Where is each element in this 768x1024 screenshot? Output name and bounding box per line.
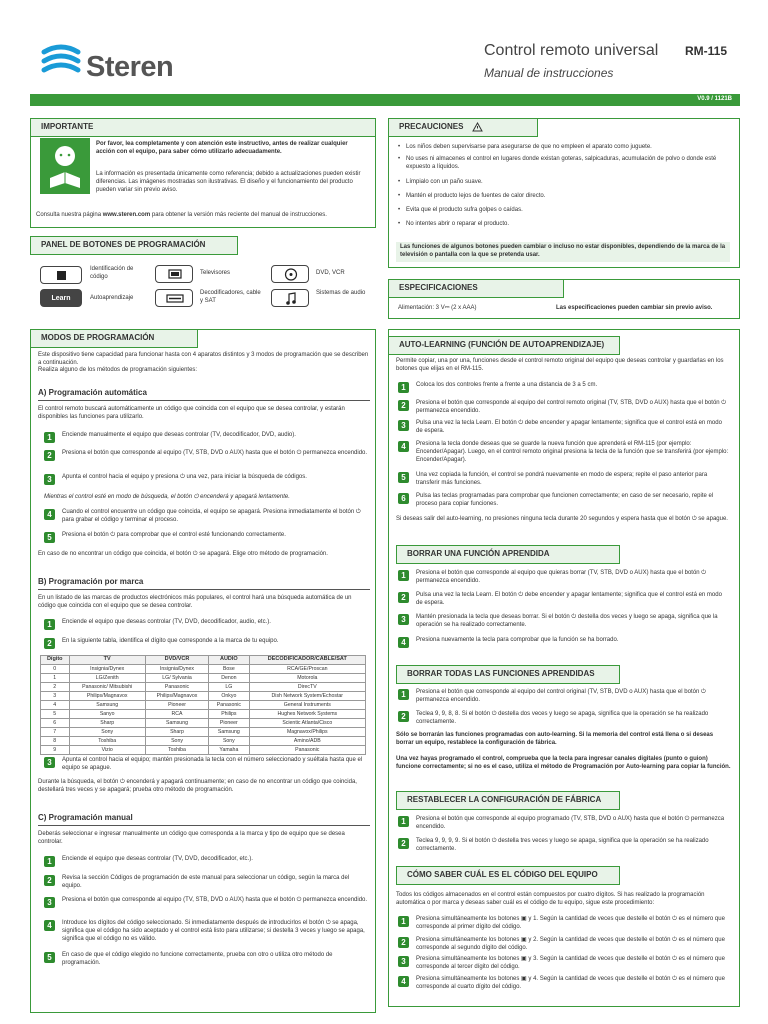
step-text: Presiona el botón que corresponde al equipo del control remoto original (TV, STB, DVD o AUX) hasta que el botón ⏻ permanezca encendido. (416, 400, 727, 414)
section-a-note: Mientras el control esté en modo de búsqueda, el botón ⏻ encenderá y apagará lentamente. (44, 494, 290, 500)
step-number: 5 (44, 952, 55, 963)
header-bar (30, 94, 740, 106)
step-number: 6 (398, 493, 409, 504)
table-cell: 8 (41, 737, 70, 746)
bt-step-2 (398, 711, 730, 727)
importante-footer (36, 212, 372, 220)
step-text: Presiona simultáneamente los botones ▣ y 1. Según la cantidad de veces que destelle el botón ⏻ es el número que corresponde al primer dígito del código. (416, 916, 725, 930)
table-header-cell: Dígito (41, 656, 70, 665)
step-text: En caso de que el código elegido no funcione correctamente, prueba con otro o utiliza otro método de programación. (62, 952, 333, 966)
al-step-2 (398, 400, 730, 416)
al-step-3 (398, 420, 730, 436)
step-text: Presiona el botón que corresponde al equipo (TV, STB, DVD o AUX) hasta que el botón ⏻ permanezca encendido. (62, 897, 368, 903)
step-number: 1 (398, 689, 409, 700)
divider (38, 400, 370, 401)
table-cell: Scientic Atlanta/Cisco (249, 719, 365, 728)
table-cell: 5 (41, 710, 70, 719)
music-note-icon (286, 292, 296, 306)
set-top-box-icon (166, 294, 184, 303)
version-label: V0.9 / 1121B (697, 96, 732, 102)
cs-step-4 (398, 976, 730, 992)
table-cell: Sony (209, 737, 249, 746)
step-text: Presiona el botón ⏻ para comprobar que el control esté funcionando correctamente. (62, 532, 286, 538)
step-number: 4 (398, 637, 409, 648)
section-a-text: El control remoto buscará automáticamente un código que coincida con el equipo que se desea controlar, y estarán disponibles las funciones para utilizarlo. (38, 406, 345, 420)
importante-bold-text: Por favor, lea completamente y con atención este instructivo, antes de realizar cualquier acción con el equipo, para saber cómo utilizarlo adecuadamente. (96, 141, 348, 155)
al-step-5 (398, 472, 730, 488)
step-number: 1 (398, 916, 409, 927)
c-step-5 (44, 952, 370, 968)
table-cell: Amino/ADB (249, 737, 365, 746)
step-number: 2 (44, 450, 55, 461)
document-subtitle: Manual de instrucciones (484, 66, 614, 80)
step-text: Coloca los dos controles frente a frente a una distancia de 3 a 5 cm. (416, 382, 598, 388)
step-text: Mantén presionada la tecla que deseas borrar. Si el botón ⏻ destella dos veces y luego se apaga, significa que la operación se ha realizado correctamente. (416, 614, 718, 628)
tv-key (155, 265, 193, 283)
step-number: 3 (44, 757, 55, 768)
step-text: Apunta el control hacia el equipo y presiona ⏻ una vez, para iniciar la búsqueda de códigos. (62, 474, 307, 480)
modos-intro: Este dispositivo tiene capacidad para funcionar hasta con 4 aparatos distintos y 3 modos de programación que se describen a continuación. (38, 352, 369, 366)
panel-label-code-id: Identificación de código (90, 266, 134, 280)
step-number: 3 (398, 956, 409, 967)
step-number: 4 (44, 920, 55, 931)
borrar-todas-note2: Una vez hayas programado el control, comprueba que la tecla para ingresar canales digitales (punto o guion) funcione correctamente; si no es el caso, utiliza el método de Programación por Auto-learning para copiar la función. (396, 756, 731, 770)
table-cell: 3 (41, 692, 70, 701)
c-step-1 (44, 856, 370, 868)
precauciones-title: PRECAUCIONES (399, 122, 464, 132)
rf-step-1 (398, 816, 730, 832)
a-step-2 (44, 450, 370, 462)
table-cell: 7 (41, 728, 70, 737)
table-cell: Panasonic/ Mitsubishi (69, 683, 145, 692)
panel-label-tv: Televisores (200, 270, 231, 276)
table-row (41, 728, 366, 737)
table-header-cell: AUDIO (209, 656, 249, 665)
c-step-4 (44, 920, 370, 944)
section-b-text: En un listado de las marcas de productos electrónicos más populares, el control hará una búsqueda automática de un código que coincida con el equipo que se desea controlar. (38, 595, 352, 609)
rf-step-2 (398, 838, 730, 854)
modos-heading: MODOS DE PROGRAMACIÓN (30, 329, 198, 348)
auto-learning-intro: Permite copiar, una por una, funciones desde el control remoto original del equipo que deseas controlar y guardarlas en los botones que elijas en el RM-115. (396, 358, 724, 372)
bt-step-1 (398, 689, 730, 705)
table-cell: 9 (41, 746, 70, 755)
table-cell: Samsung (69, 701, 145, 710)
table-row (41, 665, 366, 674)
table-cell: Panasonic (145, 683, 208, 692)
table-cell: Sharp (69, 719, 145, 728)
step-number: 1 (44, 432, 55, 443)
table-row (41, 746, 366, 755)
c-step-3 (44, 897, 370, 909)
step-number: 3 (44, 897, 55, 908)
step-number: 2 (44, 875, 55, 886)
table-row (41, 701, 366, 710)
c-step-2 (44, 875, 370, 891)
al-step-1 (398, 382, 730, 394)
cs-step-3 (398, 956, 730, 972)
table-cell: Samsung (145, 719, 208, 728)
panel-heading: PANEL DE BOTONES DE PROGRAMACIÓN (30, 236, 238, 255)
disc-icon (284, 268, 298, 281)
step-text: Pulsa las teclas programadas para comprobar que funcionen correctamente; en caso de ser necesario, repite el proceso para copiar funciones. (416, 493, 714, 507)
brand-table (40, 655, 366, 755)
borrar-funcion-heading: BORRAR UNA FUNCIÓN APRENDIDA (396, 545, 620, 564)
code-id-key (40, 266, 82, 284)
table-row (41, 683, 366, 692)
table-cell: Toshiba (69, 737, 145, 746)
table-cell: General Instruments (249, 701, 365, 710)
steren-logo-icon (40, 44, 82, 78)
stop-square-icon (57, 271, 66, 280)
step-number: 2 (398, 838, 409, 849)
stb-key (155, 289, 193, 307)
step-text: Presiona el botón que corresponde al equipo que quieras borrar (TV, STB, DVD o AUX) hasta que el botón ⏻ permanezca encendido. (416, 570, 707, 584)
table-cell: Sony (69, 728, 145, 737)
step-number: 3 (398, 420, 409, 431)
table-cell: Bose (209, 665, 249, 674)
step-number: 1 (398, 382, 409, 393)
table-cell: Motorola (249, 674, 365, 683)
step-text: Presiona simultáneamente los botones ▣ y 4. Según la cantidad de veces que destelle el botón ⏻ es el número que corresponde al cuarto dígito del código. (416, 976, 725, 990)
al-step-4 (398, 441, 730, 465)
table-cell: Philips/Magnavox (69, 692, 145, 701)
section-c-text: Deberás seleccionar e ingresar manualmente un código que corresponda a la marca y tipo de equipo que se desea controlar. (38, 831, 345, 845)
step-number: 5 (398, 472, 409, 483)
step-text: Una vez copiada la función, el control se pondrá nuevamente en modo de espera; repite el paso anterior para transferir más funciones. (416, 472, 708, 486)
table-cell: Philips/Magnavox (145, 692, 208, 701)
table-cell: Vizio (69, 746, 145, 755)
panel-label-audio: Sistemas de audio (316, 290, 366, 296)
section-a-footer: En caso de no encontrar un código que coincida, el botón ⏻ se apagará. Elige otro método de programación. (38, 551, 328, 557)
table-row (41, 737, 366, 746)
table-cell: Yamaha (209, 746, 249, 755)
step-number: 2 (398, 400, 409, 411)
panel-label-stb: Decodificadores, cable y SAT (200, 290, 261, 304)
step-text: Enciende el equipo que deseas controlar (TV, DVD, decodificador, audio, etc.). (62, 619, 271, 625)
section-c-heading: C) Programación manual (38, 813, 133, 822)
b-step-2 (44, 638, 370, 650)
reading-child-icon (40, 138, 90, 194)
table-cell: Sanyo (69, 710, 145, 719)
table-cell: 4 (41, 701, 70, 710)
table-cell: LG/Zenith (69, 674, 145, 683)
step-text: Pulsa una vez la tecla Learn. El botón ⏻ debe encender y apagar lentamente; significa que el control está en modo de espera. (416, 420, 722, 434)
step-number: 4 (44, 509, 55, 520)
dvd-key (271, 265, 309, 283)
borrar-todas-heading: BORRAR TODAS LAS FUNCIONES APRENDIDAS (396, 665, 620, 684)
table-cell: DirecTV (249, 683, 365, 692)
auto-learning-heading: AUTO-LEARNING (FUNCIÓN DE AUTOAPRENDIZAJE) (388, 336, 620, 355)
step-text: Apunta el control hacia el equipo; mantén presionada la tecla con el número seleccionado y suéltala hasta que el equipo se apague. (62, 757, 363, 771)
table-body (41, 665, 366, 755)
table-cell: RCA (145, 710, 208, 719)
precauciones-heading (388, 118, 538, 137)
footer-post: para obtener la versión más reciente del manual de instrucciones. (150, 212, 327, 218)
step-text: Presiona nuevamente la tecla para comprobar que la función se ha borrado. (416, 637, 619, 643)
step-number: 1 (44, 619, 55, 630)
table-cell: Hughes Network Systems (249, 710, 365, 719)
cs-step-1 (398, 916, 730, 932)
al-step-6 (398, 493, 730, 509)
table-row (41, 719, 366, 728)
step-number: 3 (398, 614, 409, 625)
a-step-5 (44, 532, 370, 544)
table-row (41, 692, 366, 701)
como-saber-heading: CÓMO SABER CUÁL ES EL CÓDIGO DEL EQUIPO (396, 866, 620, 885)
precaucion-item: • Los niños deben supervisarse para asegurarse de que no empleen el aparato como juguete. (398, 144, 728, 152)
borrar-todas-note1: Sólo se borrarán las funciones programadas con auto-learning. Si la memoria del control está llena o si deseas borrar un equipo, restablece la configuración de fábrica. (396, 732, 714, 746)
b-step-1 (44, 619, 370, 631)
steren-link[interactable]: www.steren.com (102, 212, 151, 218)
step-number: 4 (398, 976, 409, 987)
precaucion-item: • Mantén el producto lejos de fuentes de calor directo. (398, 193, 728, 201)
table-cell: RCA/GE/Proscan (249, 665, 365, 674)
section-b-footer: Durante la búsqueda, el botón ⏻ encenderá y apagará continuamente; en caso de no encontrar un código que coincida, destellará tres veces y se apagará; prueba otro método de programación. (38, 779, 357, 793)
document-title: Control remoto universal (484, 42, 659, 59)
brand-name: Steren (86, 51, 174, 83)
table-cell: Panasonic (209, 701, 249, 710)
step-number: 2 (398, 937, 409, 948)
table-cell: LG/ Sylvania (145, 674, 208, 683)
panel-label-learn: Autoaprendizaje (90, 295, 134, 301)
especificaciones-note: Las especificaciones pueden cambiar sin previo aviso. (556, 305, 713, 311)
audio-key (271, 289, 309, 307)
importante-heading: IMPORTANTE (30, 118, 376, 137)
table-header-row (41, 656, 366, 665)
step-text: En la siguiente tabla, identifica el dígito que corresponde a la marca de tu equipo. (62, 638, 279, 644)
step-text: Presiona simultáneamente los botones ▣ y 3. Según la cantidad de veces que destelle el botón ⏻ es el número que corresponde al tercer dígito del código. (416, 956, 725, 970)
step-number: 1 (398, 816, 409, 827)
table-row (41, 674, 366, 683)
table-cell: Sharp (145, 728, 208, 737)
table-cell: Samsung (209, 728, 249, 737)
panel-label-dvd: DVD, VCR (316, 270, 345, 276)
section-b-heading: B) Programación por marca (38, 577, 144, 586)
step-number: 1 (398, 570, 409, 581)
table-row (41, 710, 366, 719)
table-cell: 2 (41, 683, 70, 692)
table-cell: Panasonic (249, 746, 365, 755)
table-cell: Denon (209, 674, 249, 683)
table-cell: 0 (41, 665, 70, 674)
table-cell: LG (209, 683, 249, 692)
cs-step-2 (398, 937, 730, 953)
bf-step-3 (398, 614, 730, 630)
como-saber-intro: Todos los códigos almacenados en el control están compuestos por cuatro dígitos. Si has realizado la programación automática o por marca y deseas saber cuál es el código de tu equipo, sigue este procedimiento: (396, 892, 705, 906)
step-number: 2 (44, 638, 55, 649)
step-text: Presiona la tecla donde deseas que se guarde la nueva función que aprenderá el RM-115 (por ejemplo: Encender/Apagar). Luego, en el control remoto original presiona la tecla de la función que se transferirá (por ejemplo: Encender/Apagar). (416, 441, 729, 463)
precaucion-item: • No intentes abrir o reparar el producto. (398, 221, 728, 229)
table-cell: Magnavox/Philips (249, 728, 365, 737)
bf-step-2 (398, 592, 730, 608)
step-text: Cuando el control encuentre un código que coincida, el equipo se apagará. Presiona inmediatamente el botón ⏻ para grabar el código y terminar el proceso. (62, 509, 361, 523)
step-number: 2 (398, 592, 409, 603)
table-header-cell: TV (69, 656, 145, 665)
table-cell: Insignia/Dynex (69, 665, 145, 674)
a-step-3 (44, 474, 370, 486)
table-header-cell: DECODIFICADOR/CABLE/SAT (249, 656, 365, 665)
table-cell: 6 (41, 719, 70, 728)
bf-step-4 (398, 637, 730, 649)
alimentacion-text: Alimentación: 3 V⎓ (2 x AAA) (398, 305, 477, 311)
step-number: 4 (398, 441, 409, 452)
step-text: Enciende el equipo que deseas controlar (TV, DVD, decodificador, etc.). (62, 856, 253, 862)
step-text: Teclea 9, 9, 9, 9. Si el botón ⏻ destella tres veces y luego se apaga, significa que la operación se ha realizado correctamente. (416, 838, 709, 852)
a-step-4 (44, 509, 370, 525)
precaucion-item: • Límpialo con un paño suave. (398, 179, 728, 187)
tv-icon (168, 269, 182, 280)
restablecer-heading: RESTABLECER LA CONFIGURACIÓN DE FÁBRICA (396, 791, 620, 810)
section-a-heading: A) Programación automática (38, 388, 147, 397)
a-step-1 (44, 432, 370, 444)
table-cell: Philips (209, 710, 249, 719)
auto-learning-footer: Si deseas salir del auto-learning, no presiones ninguna tecla durante 20 segundos y espera hasta que el botón ⏻ se apague. (396, 516, 728, 522)
step-number: 2 (398, 711, 409, 722)
b-step-3 (44, 757, 370, 773)
step-text: Presiona el botón que corresponde al equipo del control original (TV, STB, DVD o AUX) hasta que el botón ⏻ permanezca encendido. (416, 689, 706, 703)
table-cell: Toshiba (145, 746, 208, 755)
divider (38, 825, 370, 826)
table-cell: Insignia/Dynex (145, 665, 208, 674)
step-text: Teclea 9, 9, 8, 8. Si el botón ⏻ destella dos veces y luego se apaga, significa que la operación se ha realizado correctamente. (416, 711, 709, 725)
learn-key (40, 289, 82, 307)
table-cell: Dish Network System/Echostar (249, 692, 365, 701)
table-cell: Sony (145, 737, 208, 746)
step-text: Pulsa una vez la tecla Learn. El botón ⏻ debe encender y apagar lentamente; significa que el control está en modo de espera. (416, 592, 722, 606)
divider (38, 589, 370, 590)
step-number: 5 (44, 532, 55, 543)
importante-text: La información es presentada únicamente como referencia; debido a actualizaciones pueden existir diferencias. Las imágenes mostradas son ilustrativas. El diseño y el funcionamiento del producto pueden variar sin previo aviso. (96, 171, 361, 193)
step-text: Revisa la sección Códigos de programación de este manual para seleccionar un código, según la marca del equipo. (62, 875, 350, 889)
precauciones-note: Las funciones de algunos botones pueden cambiar o incluso no estar disponibles, dependiendo de la marca de la televisión o pantalla con la que se pretenda usar. (396, 242, 730, 262)
bf-step-1 (398, 570, 730, 586)
step-text: Introduce los dígitos del código seleccionado. Si inmediatamente después de introducirlos el botón ⏻ se apaga, significa que el código ha sido aceptado y el control está listo para utilizarse; si destella 3 veces y luego se apaga, significa que el código no es válido. (62, 920, 365, 942)
step-number: 1 (44, 856, 55, 867)
table-cell: Pioneer (145, 701, 208, 710)
step-text: Enciende manualmente el equipo que deseas controlar (TV, decodificador, DVD, audio). (62, 432, 296, 438)
step-text: Presiona el botón que corresponde al equipo (TV, STB, DVD o AUX) hasta que el botón ⏻ permanezca encendido. (62, 450, 368, 456)
table-header-cell: DVD/VCR (145, 656, 208, 665)
precaucion-item: • No uses ni almacenes el control en lugares donde existan goteras, salpicaduras, acumulación de polvo o donde esté expuesto a líquidos. (398, 156, 728, 172)
footer-pre: Consulta nuestra página (36, 212, 103, 218)
precaucion-item: • Evita que el producto sufra golpes o caídas. (398, 207, 728, 215)
step-number: 3 (44, 474, 55, 485)
modos-intro2: Realiza alguno de los métodos de programación siguientes: (38, 367, 198, 373)
warning-icon (472, 122, 483, 132)
table-cell: Pioneer (209, 719, 249, 728)
model-number: RM-115 (685, 44, 728, 58)
step-text: Presiona simultáneamente los botones ▣ y 2. Según la cantidad de veces que destelle el botón ⏻ es el número que corresponde al segundo dígito del código. (416, 937, 725, 951)
table-cell: 1 (41, 674, 70, 683)
step-text: Presiona el botón que corresponde al equipo programado (TV, STB, DVD o AUX) hasta que el botón ⏻ permanezca encendido. (416, 816, 725, 830)
especificaciones-heading: ESPECIFICACIONES (388, 279, 564, 298)
table-cell: Onkyo (209, 692, 249, 701)
learn-key-label: Learn (51, 295, 71, 302)
